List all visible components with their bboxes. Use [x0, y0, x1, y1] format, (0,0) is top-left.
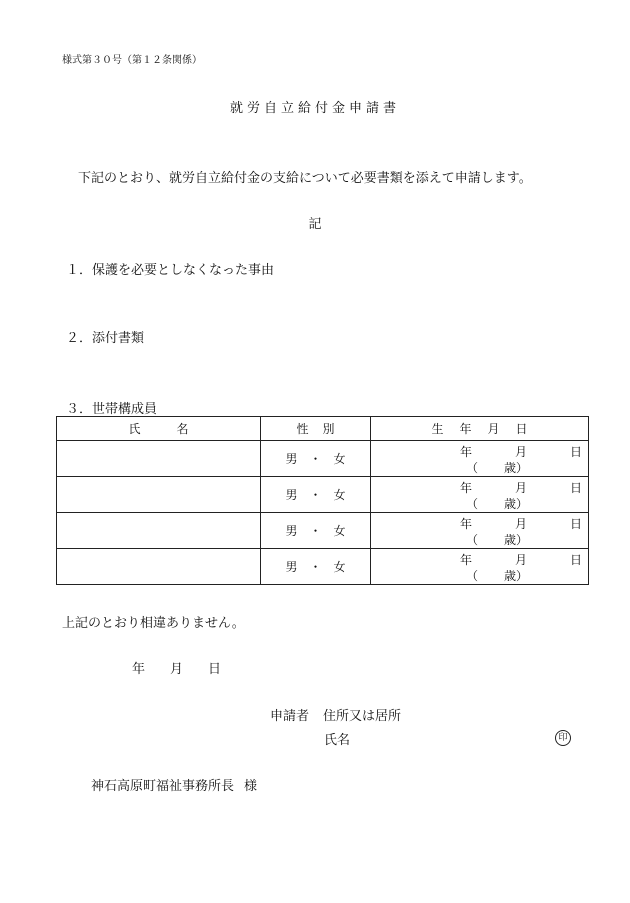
dob-cell[interactable]: [371, 441, 589, 477]
intro-text: 下記のとおり、就労自立給付金の支給について必要書類を添えて申請します。: [78, 171, 532, 186]
header-name-1: 氏: [128, 422, 141, 436]
form-number: 様式第３０号（第１２条関係）: [62, 55, 202, 66]
header-sex-1: 性: [296, 422, 309, 436]
dob-cell[interactable]: [371, 477, 589, 513]
ki-heading: 記: [308, 217, 322, 232]
dob-month-label: 月: [515, 553, 528, 567]
table-row: [57, 549, 589, 585]
age-open-paren: （: [466, 533, 479, 547]
sex-separator: ・: [309, 452, 322, 466]
header-name: [57, 417, 261, 441]
date-year-label: 年: [132, 662, 146, 677]
age-label: 歳）: [504, 497, 529, 511]
sex-separator: ・: [309, 524, 322, 538]
name-cell[interactable]: [57, 441, 261, 477]
table-row: [57, 513, 589, 549]
dob-day-label: 日: [570, 481, 583, 495]
seal-icon: 印: [555, 730, 571, 746]
table-row: [57, 441, 589, 477]
household-members-table: [56, 416, 589, 585]
age-open-paren: （: [466, 461, 479, 475]
application-date[interactable]: [132, 658, 221, 677]
header-sex-2: 別: [322, 422, 335, 436]
applicant-address-line[interactable]: [270, 705, 401, 724]
sex-male[interactable]: 男: [285, 452, 298, 466]
dob-month-label: 月: [515, 481, 528, 495]
age-label: 歳）: [504, 461, 529, 475]
header-dob: [371, 417, 589, 441]
dob-year-label: 年: [460, 445, 473, 459]
dob-cell[interactable]: [371, 513, 589, 549]
sex-cell[interactable]: [261, 513, 371, 549]
item-household-members: ３．世帯構成員: [66, 402, 158, 417]
dob-month-label: 月: [515, 445, 528, 459]
address-label: 住所又は居所: [323, 709, 402, 724]
sex-cell[interactable]: [261, 549, 371, 585]
header-name-2: 名: [176, 422, 189, 436]
item-reason: １．保護を必要としなくなった事由: [66, 263, 275, 278]
applicant-label: 申請者: [270, 709, 310, 724]
date-day-label: 日: [208, 662, 222, 677]
sex-cell[interactable]: [261, 477, 371, 513]
dob-day-label: 日: [570, 445, 583, 459]
sex-separator: ・: [309, 560, 322, 574]
sex-male[interactable]: 男: [285, 488, 298, 502]
age-open-paren: （: [466, 497, 479, 511]
addressee-honorific: 様: [244, 779, 258, 794]
age-label: 歳）: [504, 533, 529, 547]
document-title: 就労自立給付金申請書: [229, 101, 400, 116]
date-month-label: 月: [170, 662, 184, 677]
table-header-row: [57, 417, 589, 441]
name-cell[interactable]: [57, 549, 261, 585]
confirmation-text: 上記のとおり相違ありません。: [62, 616, 245, 631]
dob-year-label: 年: [460, 517, 473, 531]
sex-female[interactable]: 女: [333, 452, 346, 466]
addressee-name: 神石高原町福祉事務所長: [91, 779, 235, 794]
sex-cell[interactable]: [261, 441, 371, 477]
sex-female[interactable]: 女: [333, 488, 346, 502]
item-attachments: ２．添付書類: [66, 331, 145, 346]
sex-male[interactable]: 男: [285, 560, 298, 574]
sex-male[interactable]: 男: [285, 524, 298, 538]
header-dob-1: 生: [431, 422, 444, 436]
name-cell[interactable]: [57, 477, 261, 513]
sex-separator: ・: [309, 488, 322, 502]
header-sex: [261, 417, 371, 441]
applicant-name-label: 氏名: [324, 733, 351, 748]
dob-month-label: 月: [515, 517, 528, 531]
addressee: [91, 775, 257, 794]
age-label: 歳）: [504, 569, 529, 583]
dob-year-label: 年: [460, 553, 473, 567]
header-dob-2: 年: [459, 422, 472, 436]
table-row: [57, 477, 589, 513]
sex-female[interactable]: 女: [333, 524, 346, 538]
header-dob-4: 日: [515, 422, 528, 436]
dob-day-label: 日: [570, 553, 583, 567]
name-cell[interactable]: [57, 513, 261, 549]
sex-female[interactable]: 女: [333, 560, 346, 574]
dob-cell[interactable]: [371, 549, 589, 585]
dob-year-label: 年: [460, 481, 473, 495]
header-dob-3: 月: [487, 422, 500, 436]
age-open-paren: （: [466, 569, 479, 583]
dob-day-label: 日: [570, 517, 583, 531]
